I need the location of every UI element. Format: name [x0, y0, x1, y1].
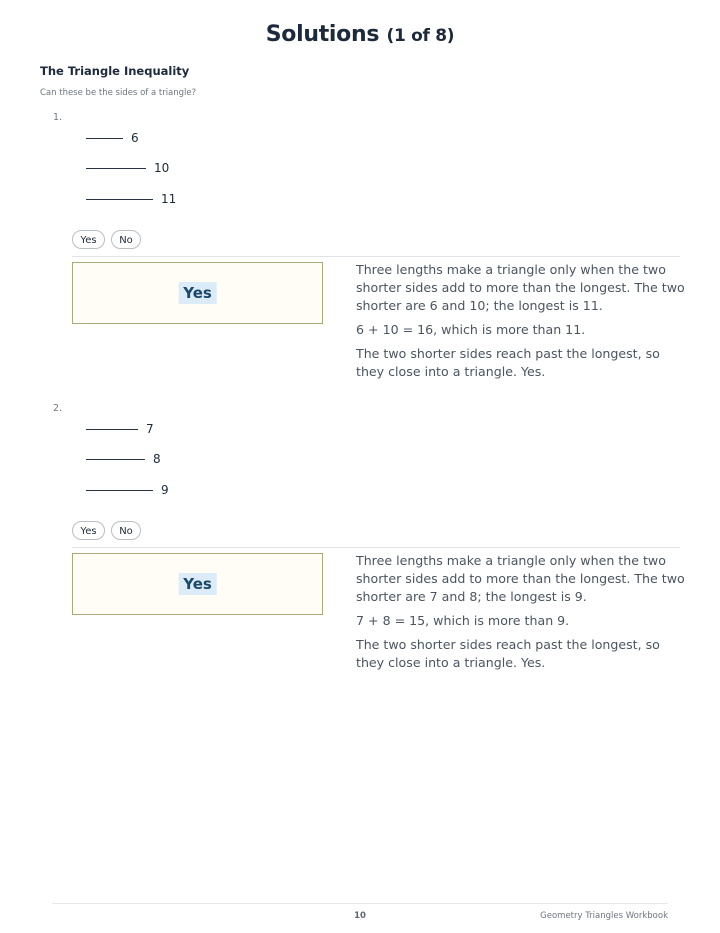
- answer-highlight: Yes: [178, 282, 217, 304]
- answer-box: [72, 262, 323, 324]
- page-title: [0, 22, 720, 47]
- segment-label: 9: [161, 483, 169, 497]
- explanation: [356, 552, 686, 678]
- segment-row: [86, 452, 166, 466]
- segment-label: 11: [161, 192, 177, 206]
- problem-number: 1.: [53, 112, 63, 123]
- answer-box: [72, 553, 323, 615]
- divider: [72, 547, 680, 548]
- section-title: The Triangle Inequality: [40, 64, 190, 78]
- explanation-paragraph: 7 + 8 = 15, which is more than 9.: [356, 613, 570, 628]
- explanation: [356, 261, 686, 387]
- segment-label: 10: [154, 161, 170, 175]
- footer-book-title: Geometry Triangles Workbook: [540, 911, 668, 921]
- page-title-text: Solutions: [265, 22, 380, 47]
- divider: [72, 256, 680, 257]
- answer-highlight: Yes: [178, 573, 217, 595]
- option-no-button[interactable]: No: [111, 230, 141, 249]
- segment-row: [86, 192, 186, 206]
- segment-label: 6: [131, 131, 139, 145]
- explanation-paragraph: Three lengths make a triangle only when the two shorter sides add to more than the longest. The two shorter are 7 and 8; the longest is 9.: [356, 553, 685, 604]
- option-no-button[interactable]: No: [111, 521, 141, 540]
- section-instructions: Can these be the sides of a triangle?: [40, 88, 197, 98]
- footer-divider: [52, 903, 668, 904]
- segment-line: [86, 459, 145, 460]
- segment-line: [86, 429, 138, 430]
- segment-line: [86, 199, 153, 200]
- segment-line: [86, 138, 123, 139]
- option-yes-button[interactable]: Yes: [72, 230, 105, 249]
- segment-label: 8: [153, 452, 161, 466]
- explanation-paragraph: 6 + 10 = 16, which is more than 11.: [356, 322, 586, 337]
- segment-row: [86, 483, 176, 497]
- option-yes-button[interactable]: Yes: [72, 521, 105, 540]
- explanation-paragraph: The two shorter sides reach past the longest, so they close into a triangle. Yes.: [356, 346, 660, 379]
- problem-number: 2.: [53, 403, 63, 414]
- explanation-paragraph: The two shorter sides reach past the longest, so they close into a triangle. Yes.: [356, 637, 660, 670]
- segment-row: [86, 131, 156, 145]
- page-number: 10: [354, 911, 366, 921]
- segment-label: 7: [146, 422, 154, 436]
- explanation-paragraph: Three lengths make a triangle only when the two shorter sides add to more than the longest. The two shorter are 6 and 10; the longest is 11.: [356, 262, 685, 313]
- segment-row: [86, 422, 166, 436]
- segment-line: [86, 490, 153, 491]
- segment-row: [86, 161, 186, 175]
- page-title-subtitle: (1 of 8): [386, 26, 455, 46]
- segment-line: [86, 168, 146, 169]
